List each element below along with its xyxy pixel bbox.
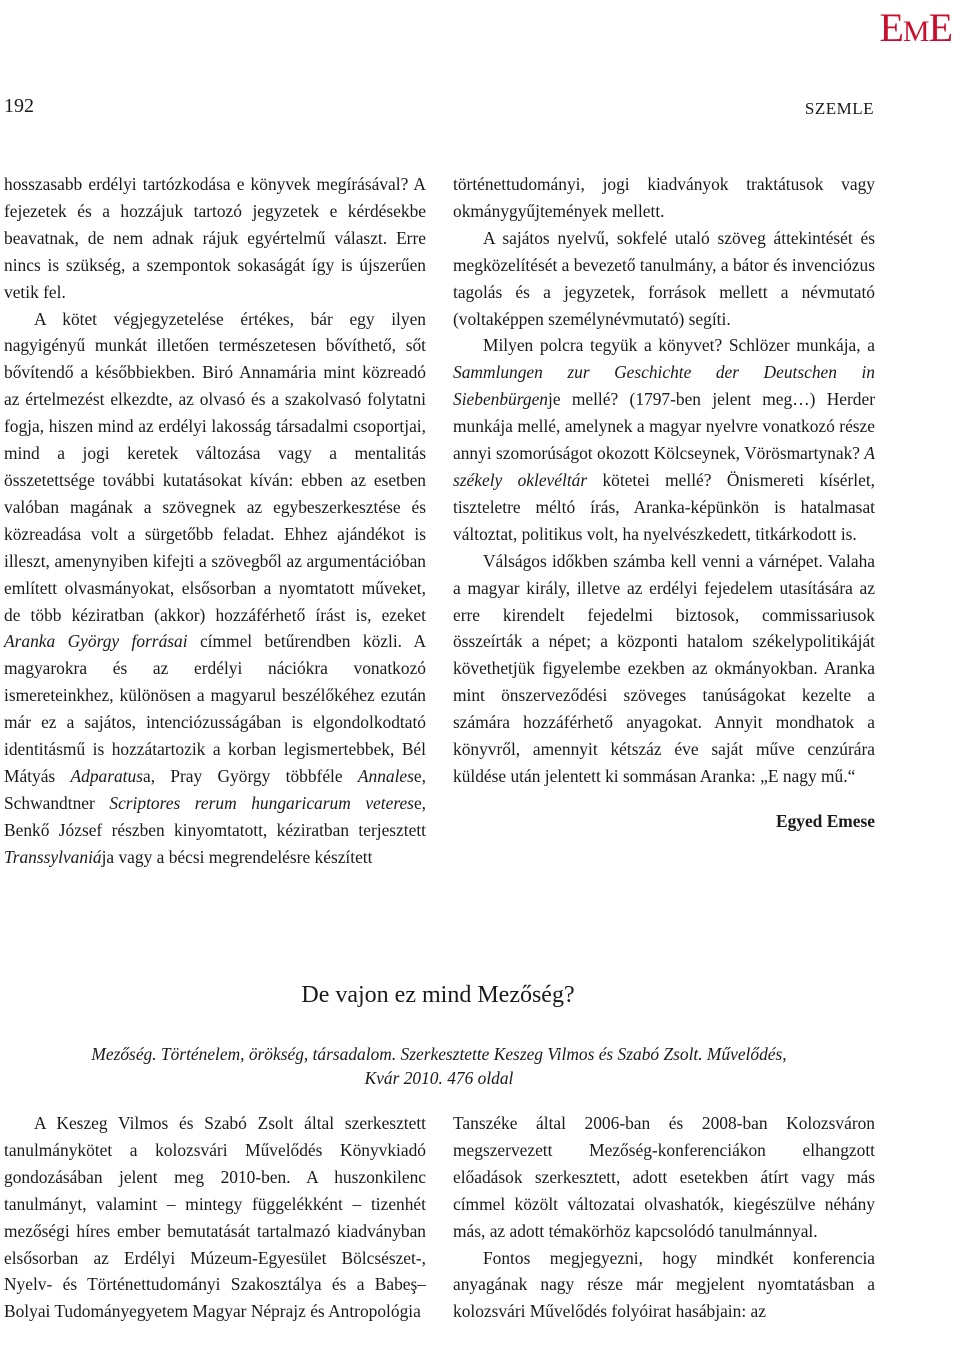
journal-logo: EME [879, 5, 952, 50]
paragraph: Fontos megjegyezni, hogy mindkét konferencia anyagának nagy része már megjelent nyomtatásban a kolozsvári Művelődés folyóirat hasábjain: az [453, 1247, 875, 1322]
paragraph: Milyen polcra tegyük a könyvet? Schlözer munkája, a Sammlungen zur Geschichte der Deutschen in Siebenbürgenje mellé? (1797-ben jelent meg…) Herder munkája mellé, amelynek a magyar nyelvre vonatkozó része annyi szomorúságot okozott Kölcseynek, Vörösmartynak? A székely oklevéltár kötetei mellé? Önismereti kísérlet, tiszteletre méltó írás, Aranka-képünkön is hatalmasat változtat, politikus volt, ha nyelvészkedett, titkárkodott is. [453, 335, 875, 544]
author-signature: Egyed Emese [775, 810, 875, 831]
column-right-bottom [453, 1110, 875, 1325]
review-title: De vajon ez mind Mezőség? [301, 982, 575, 1008]
section-header: SZEMLE [804, 99, 874, 118]
column-left-top [4, 171, 426, 871]
page-number: 192 [4, 95, 34, 117]
paragraph: Válságos időkben számba kell venni a várnépet. Valaha a magyar király, illetve az erdélyi fejedelem utasítására az erre kirendelt fejedelmi biztosok, commissariusok összeírták a népet; a központi hatalom székelypolitikáját követhetjük figyelembe ezekben az okmányokban. Aranka mint önszerveződési szöveges tanúságokat kezelte a számára hozzáférhető anyagokat. Annyit mondhatok a könyvről, amennyit kétszáz éve saját műve cenzúrára küldése után jelentett ki sommásan Aranka: „E nagy mű.“ [453, 550, 875, 786]
bibliographic-entry: Mezőség. Történelem, örökség, társadalom. Szerkesztette Keszeg Vilmos és Szabó Zsolt. Művelődés, Kvár 2010. 476 oldal [91, 1044, 787, 1088]
paragraph: történettudományi, jogi kiadványok traktátusok vagy okmánygyűjtemények mellett. [453, 174, 875, 221]
paragraph: A Keszeg Vilmos és Szabó Zsolt által szerkesztett tanulmánykötet a kolozsvári Művelődés Könyvkiadó gondozásában jelent meg 2010-ben. A huszonkilenc tanulmányt, valamint – mintegy függelékként – tizenhét mezőségi híres ember bemutatását tartalmazó kiadványban elsősorban az Erdélyi Múzeum-Egyesület Bölcsészet-, Nyelv- és Történettudományi Szakosztálya és a Babeş–Bolyai Tudományegyetem Magyar Néprajz és Antropológia [4, 1113, 426, 1322]
paragraph: hosszasabb erdélyi tartózkodása e könyvek megírásával? A fejezetek és a hozzájuk tartozó jegyzetek e kérdésekbe beavatnak, de nem adnak rájuk egyértelmű választ. Erre nincs is szükség, a szempontok sokaságát így is újszerűen vetik fel. [4, 174, 426, 302]
column-left-bottom [4, 1110, 426, 1325]
paragraph: A sajátos nyelvű, sokfelé utaló szöveg áttekintését és megközelítését a bevezető tanulmány, a bátor és invenciózus tagolás és a jegyzetek, források mellett a névmutató (voltaképpen személynévmutató) segíti. [453, 227, 875, 329]
paragraph: A kötet végjegyzetelése értékes, bár egy ilyen nagyigényű munkát illetően természetesen bővíthető, sőt bővítendő a későbbiekben. Biró Annamária mint közreadó az értelmezést elkezdte, az olvasó és a szakolvasó folytatni fogja, hiszen mind az erdélyi lakosság társadalmi csoportjai, mind a jogi keretek változása vagy a mentalitás összetettsége további kutatásokat kíván: ebben az esetben valóban magának a szövegnek az egybeszerkesztése és közreadása volt a sürgetőbb feladat. Ehhez ajándékot is illeszt, amenynyiben kifejti a szövegből az argumentációban említett olvasmányokat, elsősorban a nyomtatott műveket, de több kéziratban (akkor) hozzáférhető írást is, ezeket Aranka György forrásai címmel betűrendben közli. A magyarokra és az erdélyi nációkra vonatkozó ismereteinkhez, különösen a magyarul beszélőkéhez ezután már ez a sajátos, intenciózusságában is elgondolkodtató identitásmű is hozzátartozik a korban legismertebbek, Bél Mátyás Adparatusa, Pray György többféle Annalese, Schwandtner Scriptores rerum hungaricarum veterese, Benkő József részben kinyomtatott, kéziratban terjesztett Transsylvaniája vagy a bécsi megrendelésre készített [4, 308, 427, 867]
column-right-top [453, 171, 875, 835]
paragraph: Tanszéke által 2006-ban és 2008-ban Kolozsváron megszervezett Mezőség-konferenciákon elhangzott előadások szerkesztett, adott esetekben átírt vagy más címmel közölt változatai olvashatók, kiegészülve néhány más, az adott témakörhöz kapcsolódó tanulmánnyal. [453, 1113, 875, 1241]
